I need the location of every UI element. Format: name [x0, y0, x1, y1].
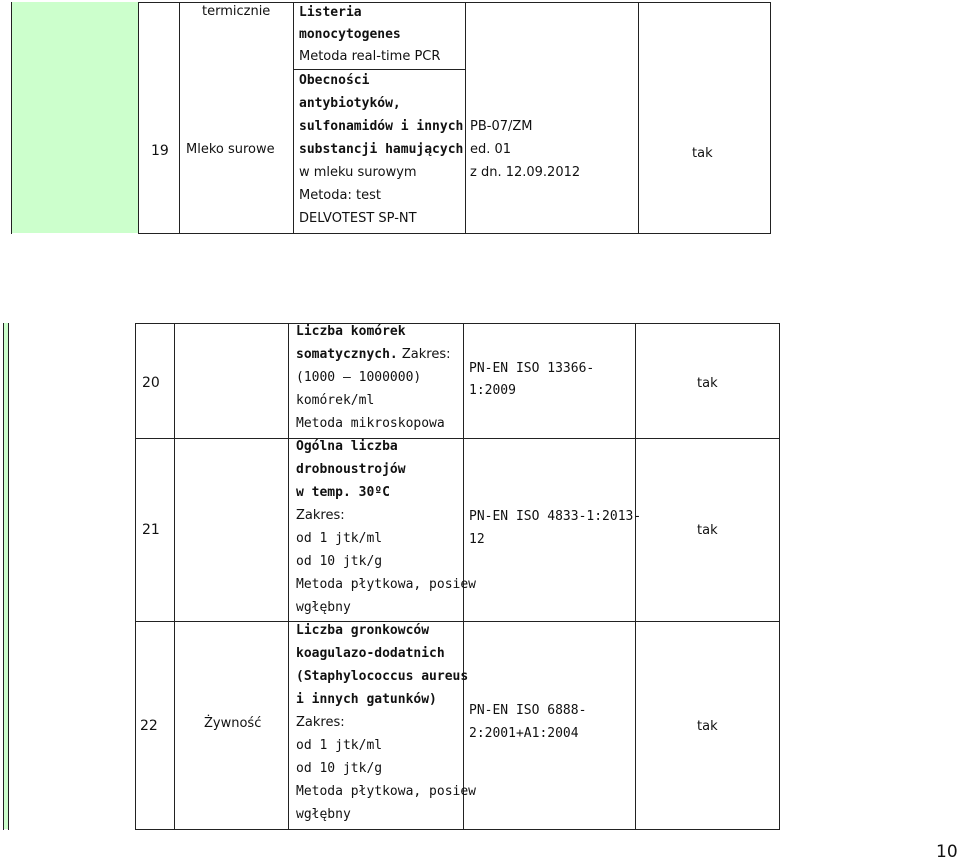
method-line: Metoda: test	[299, 188, 381, 203]
method-line: (1000 – 1000000)	[296, 370, 422, 385]
method-line: komórek/ml	[296, 393, 375, 408]
green-column-upper	[11, 2, 138, 233]
method-line: od 10 jtk/g	[296, 554, 383, 569]
standard-line: PN-EN ISO 6888-	[469, 703, 587, 718]
method-line: Metoda mikroskopowa	[296, 416, 445, 431]
method-line: Listeria	[299, 5, 362, 20]
row-number: 19	[151, 143, 169, 159]
method-line: od 10 jtk/g	[296, 761, 383, 776]
standard-line: ed. 01	[470, 142, 512, 157]
method-line: Metoda real-time PCR	[299, 49, 441, 64]
standard-line: PN-EN ISO 13366-	[469, 361, 595, 376]
standard-line: 1:2009	[469, 383, 516, 398]
method-line: koagulazo-dodatnich	[296, 646, 445, 661]
accredited-value: tak	[697, 523, 718, 538]
product-name: Żywność	[204, 716, 262, 731]
method-line: Liczba komórek	[296, 324, 406, 339]
method-line: DELVOTEST SP-NT	[299, 211, 417, 226]
method-line: drobnoustrojów	[296, 462, 406, 477]
method-line: Ogólna liczba	[296, 439, 398, 454]
method-line: Zakres:	[296, 715, 345, 730]
method-line: w mleku surowym	[299, 165, 417, 180]
method-line: monocytogenes	[299, 27, 401, 42]
standard-line: 12	[469, 532, 485, 547]
method-line: i innych gatunków)	[296, 692, 437, 707]
accredited-value: tak	[697, 719, 718, 734]
row-number: 21	[142, 522, 160, 538]
method-line: od 1 jtk/ml	[296, 738, 383, 753]
page-number: 10	[936, 842, 958, 862]
method-line	[296, 343, 451, 366]
method-line: wgłębny	[296, 600, 351, 615]
standard-line: PB-07/ZM	[470, 119, 533, 134]
standard-line: z dn. 12.09.2012	[470, 165, 581, 180]
method-line: substancji hamujących	[299, 142, 464, 157]
method-line: Zakres:	[296, 508, 345, 523]
method-bold-part: somatycznych.	[296, 347, 398, 362]
method-line: (Staphylococcus aureus	[296, 669, 469, 684]
method-line: Liczba gronkowców	[296, 623, 430, 638]
method-regular-part: Zakres:	[397, 347, 451, 362]
accredited-value: tak	[692, 146, 713, 161]
method-line: Obecności	[299, 73, 370, 88]
product-name: Mleko surowe	[186, 142, 275, 157]
method-line: w temp. 30ºC	[296, 485, 390, 500]
standard-line: 2:2001+A1:2004	[469, 726, 579, 741]
method-line: Metoda płytkowa, posiew	[296, 784, 477, 799]
accredited-value: tak	[697, 376, 718, 391]
row-number: 20	[142, 375, 160, 391]
method-line: od 1 jtk/ml	[296, 531, 383, 546]
row-number: 22	[140, 718, 158, 734]
cell-termicznie: termicznie	[202, 4, 271, 19]
method-line: antybiotyków,	[299, 96, 401, 111]
method-line: sulfonamidów i innych	[299, 119, 464, 134]
method-line: Metoda płytkowa, posiew	[296, 577, 477, 592]
method-line: wgłębny	[296, 807, 351, 822]
standard-line: PN-EN ISO 4833-1:2013-	[469, 509, 642, 524]
